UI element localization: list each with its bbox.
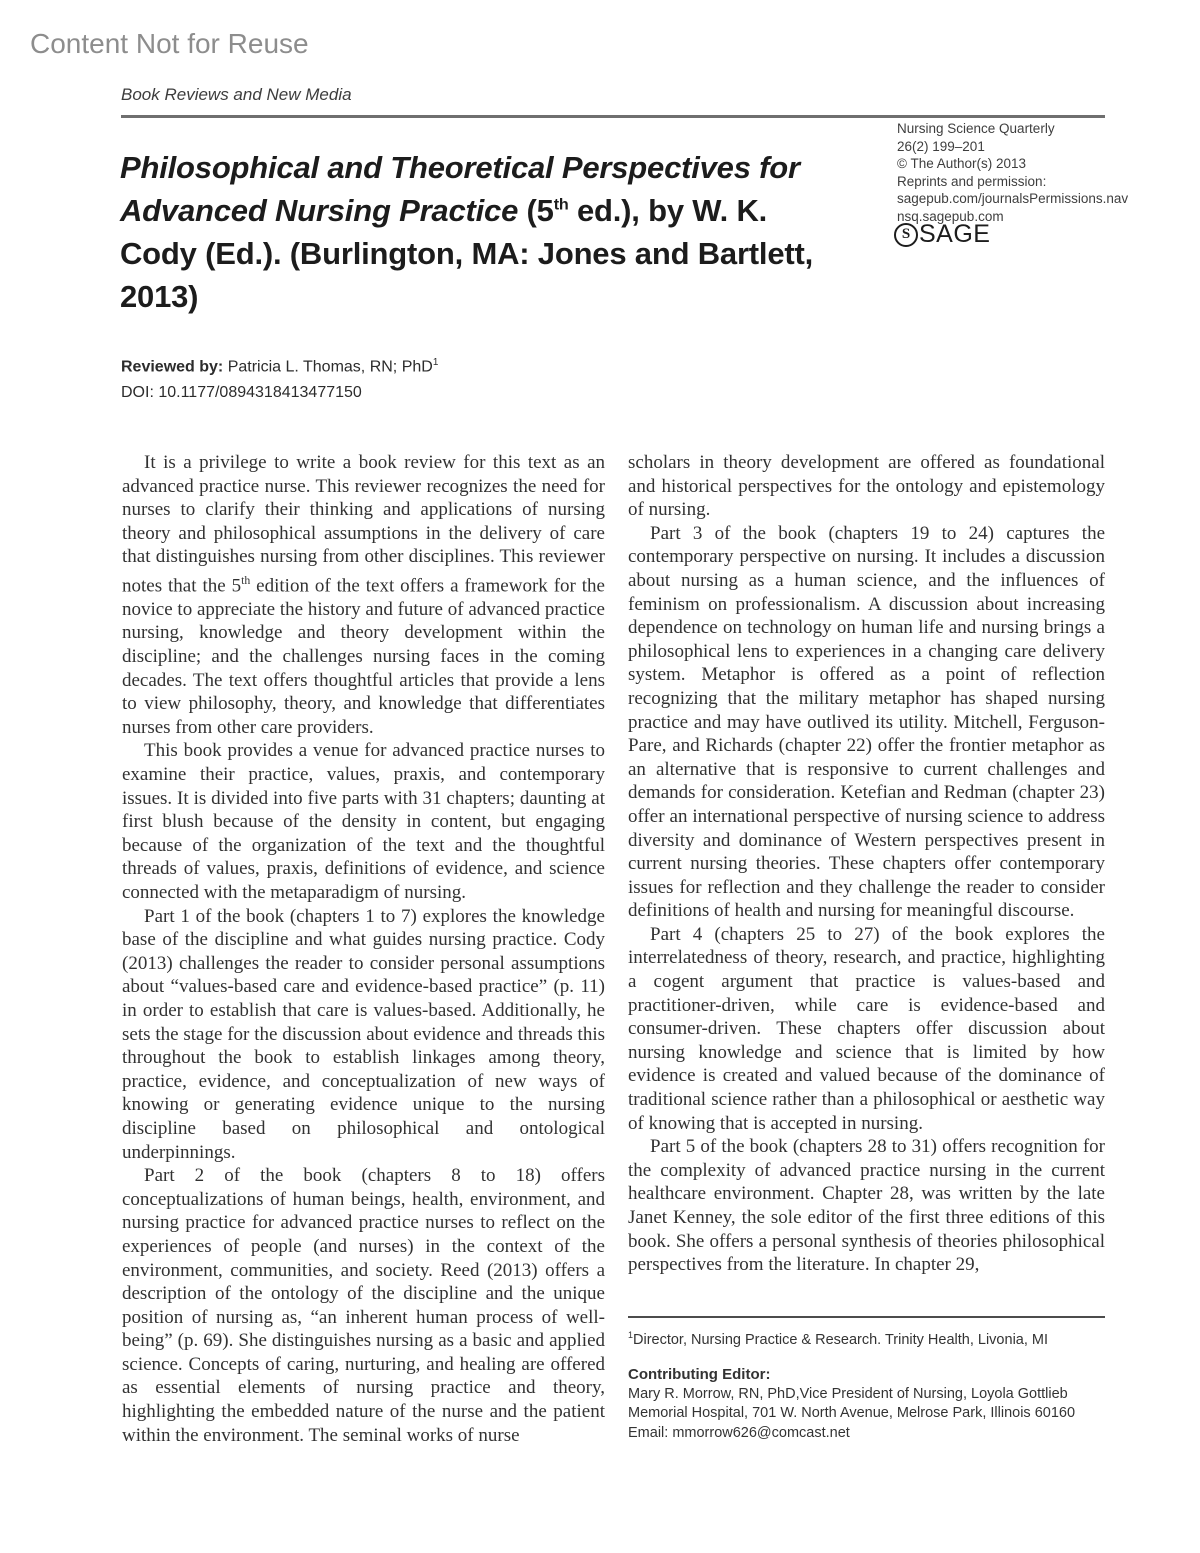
paragraph-part1: Part 1 of the book (chapters 1 to 7) explores the knowledge base of the discipline and what guides nursing practice. Cody (2013) challenges the reader to consider personal assumptions about “values-based care and evidence-based practice” (p. 11) in order to establish that care is values-based. Additionally, he sets the stage for the discussion about evidence and threads this throughout the book to establish linkages among theory, practice, evidence, and conceptualization of new ways of knowing or generating evidence unique to the nursing discipline based on philosophical and ontological underpinnings. [122,905,605,1163]
reviewed-by-label: Reviewed by: [121,358,228,376]
title-edition-rest: ed.), by W. K. Cody (Ed.). (Burlington, MA: Jones and Bartlett, 2013) [120,193,814,314]
paragraph-part3: Part 3 of the book (chapters 19 to 24) captures the contemporary perspective on nursing. It includes a discussion about nursing as a human science, and the influences of feminism on professionalism. A discussion about increasing dependence on technology on human life and nursing brings a philosophical lens to experiences in a changing care delivery system. Metaphor is offered as a point of reflection recognizing that the military metaphor has shaped nursing practice and may have outlived its utility. Mitchell, Ferguson-Pare, and Richards (chapter 22) offer the frontier metaphor as an alternative that is responsive to current challenges and demands for consideration. Ketefian and Redman (chapter 23) offer an international perspective of nursing science to address diversity and dominance of Western perspectives present in current nursing theories. These chapters offer contemporary issues for reflection and they challenge the reader to consider definitions of health and nursing for meaningful discourse. [628,522,1105,922]
paragraph-intro-text-a: It is a privilege to write a book review for this text as an advanced practice nurse. This reviewer recognizes the need for nurses to clarify their thinking and applications of nursing theory and philosophical assumptions in the delivery of care that distinguishes nursing from other disciplines. This reviewer notes that the 5 [122,452,605,597]
affiliation-text: Director, Nursing Practice & Research. Trinity Health, Livonia, MI [633,1331,1049,1348]
journal-copyright: © The Author(s) 2013 [897,156,1027,171]
byline-block [121,350,438,406]
article-title [120,146,820,318]
right-column [628,451,1105,1277]
paragraph-part2: Part 2 of the book (chapters 8 to 18) offers conceptualizations of human beings, health, environment, and nursing practice for advanced practice nurses to reflect on the experiences of people (and nurses) in the context of the environment, communities, and society. Reed (2013) offers a description of the ontology of the discipline and the unique position of nursing as, “an inherent human process of well-being” (p. 69). She distinguishes nursing as a basic and applied science. Concepts of caring, nurturing, and healing are offered as essential elements of nursing practice and theory, highlighting the embedded nature of the nurse and the patient within the environment. The seminal works of nurse [122,1165,605,1446]
title-edition-sup: th [553,195,569,214]
doi-line: DOI: 10.1177/0894318413477150 [121,384,362,402]
contributing-editor-text: Mary R. Morrow, RN, PhD,Vice President of Nursing, Loyola Gottlieb Memorial Hospital, 701 W. North Avenue, Melrose Park, Illinois 60160 Email: mmorrow626@comcast.net [628,1385,1076,1441]
header-rule [121,115,1105,118]
journal-info-block [897,120,1157,225]
watermark-text: Content Not for Reuse [30,28,309,59]
paragraph-intro [122,451,605,739]
paragraph-part5: Part 5 of the book (chapters 28 to 31) offers recognition for the complexity of advanced practice nursing in the current healthcare environment. Chapter 28, was written by the late Janet Kenney, the sole editor of the first three editions of this book. She offers a personal synthesis of theories philosophical perspectives from the literature. In chapter 29, [628,1136,1105,1276]
journal-url: nsq.sagepub.com [897,208,1004,224]
sage-logo [894,220,990,249]
journal-permissions-url: sagepub.com/journalsPermissions.nav [897,191,1129,206]
footnote-rule [628,1316,1105,1318]
paragraph-overview: This book provides a venue for advanced practice nurses to examine their practice, values, praxis, and contemporary issues. It is divided into five parts with 31 chapters; daunting at first blush because of the density in content, but engaging because of the organization of the text and the thoughtful threads of values, praxis, definitions of evidence, and science connected with the metaparadigm of nursing. [122,740,605,904]
affiliation-footnote-ref: 1 [628,1330,633,1340]
journal-issue-pages: 26(2) 199–201 [897,138,985,154]
sage-s-icon: S [894,223,918,247]
journal-name: Nursing Science Quarterly [897,121,1055,136]
journal-reprints-line: Reprints and permission: [897,173,1047,189]
title-book-part: Philosophical and Theoretical Perspectives for Advanced Nursing Practice [120,150,800,228]
reviewed-by-line [121,350,438,380]
affiliation-footnote [628,1326,1106,1350]
footnotes-block [628,1326,1106,1443]
sage-wordmark: SAGE [919,220,991,248]
edition-superscript: th [241,573,251,587]
reviewer-name: Patricia L. Thomas, RN; PhD [227,358,433,376]
reviewer-footnote-ref: 1 [432,357,439,368]
paragraph-intro-text-b: edition of the text offers a framework for the novice to appreciate the history and future of advanced practice nursing, knowledge and theory development within the discipline; and the challenges nursing faces in the coming decades. The text offers thoughtful articles that provide a lens to view philosophy, theory, and knowledge that differentiates nurses from other care providers. [122,575,605,738]
contributing-editor-label: Contributing Editor: [628,1366,771,1384]
paragraph-part2-continued: scholars in theory development are offered as foundational and historical perspectives for the ontology and epistemology of nursing. [628,452,1105,521]
section-label: Book Reviews and New Media [121,85,352,104]
left-column [122,451,605,1447]
paragraph-part4: Part 4 (chapters 25 to 27) of the book explores the interrelatedness of theory, research, and practice, highlighting a cogent argument that practice is values-based and practitioner-driven, while care is evidence-based and consumer-driven. These chapters offer discussion about nursing knowledge and science that is limited by how evidence is created and valued because of the dominance of traditional science rather than a philosophical or aesthetic way of knowing that is accepted in nursing. [628,923,1105,1134]
title-edition-pre: (5 [518,193,554,228]
